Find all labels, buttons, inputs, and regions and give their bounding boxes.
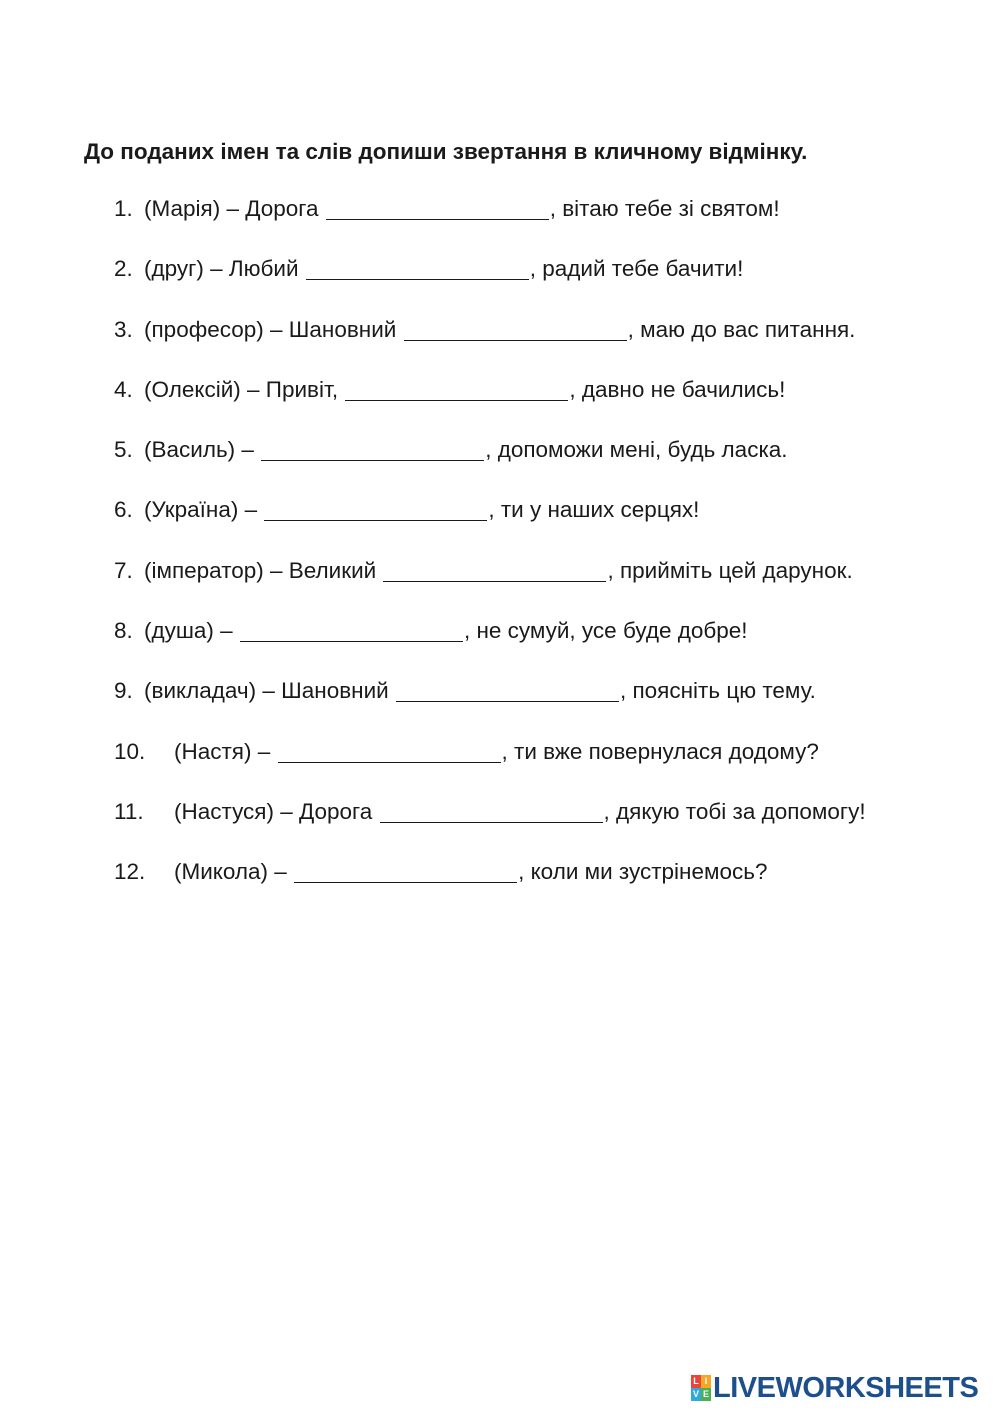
- item-continuation: , прийміть цей дарунок.: [607, 557, 853, 583]
- exercise-list: [114, 196, 974, 920]
- answer-input[interactable]: [326, 195, 549, 220]
- item-continuation: , не сумуй, усе буде добре!: [463, 618, 748, 644]
- item-number: 5.: [114, 437, 133, 463]
- item-prompt: (Україна) –: [144, 497, 264, 523]
- logo-mark-letter: L: [691, 1375, 701, 1388]
- list-item: [114, 678, 974, 738]
- list-item: [114, 256, 974, 316]
- item-number: 7.: [114, 557, 133, 583]
- item-continuation: , допоможи мені, будь ласка.: [485, 437, 788, 463]
- item-continuation: , вітаю тебе зі святом!: [549, 196, 780, 221]
- answer-input[interactable]: [383, 557, 606, 582]
- list-item: [114, 317, 974, 377]
- item-continuation: , ти у наших серцях!: [488, 497, 700, 523]
- item-number: 2.: [114, 256, 133, 282]
- logo-mark-letter: E: [702, 1389, 709, 1399]
- answer-input[interactable]: [396, 677, 619, 702]
- list-item: [114, 618, 974, 678]
- item-prompt: (Марія) – Дорога: [144, 196, 325, 221]
- list-item: [114, 799, 974, 859]
- answer-input[interactable]: [261, 436, 484, 461]
- list-item: [114, 859, 974, 919]
- item-prompt: (душа) –: [144, 618, 239, 644]
- item-prompt: (Василь) –: [144, 437, 261, 463]
- item-prompt: (Настя) –: [174, 738, 277, 764]
- answer-input[interactable]: [278, 738, 501, 763]
- item-number: 3.: [114, 316, 133, 342]
- item-continuation: , ти вже повернулася додому?: [501, 738, 819, 764]
- list-item: [114, 437, 974, 497]
- item-prompt: (Настуся) – Дорога: [174, 798, 379, 824]
- answer-input[interactable]: [404, 316, 627, 341]
- item-continuation: , радий тебе бачити!: [529, 256, 744, 282]
- item-prompt: (імператор) – Великий: [144, 557, 383, 583]
- item-number: 1.: [114, 196, 133, 221]
- answer-input[interactable]: [345, 376, 568, 401]
- item-prompt: (Олексій) – Привіт,: [144, 376, 345, 402]
- answer-input[interactable]: [240, 617, 463, 642]
- item-continuation: , дякую тобі за допомогу!: [603, 798, 866, 824]
- item-number: 12.: [114, 859, 146, 885]
- list-item: [114, 558, 974, 618]
- answer-input[interactable]: [294, 858, 517, 883]
- list-item: [114, 739, 974, 799]
- list-item: [114, 377, 974, 437]
- item-continuation: , поясніть цю тему.: [619, 678, 816, 704]
- liveworksheets-logo[interactable]: [691, 1373, 978, 1403]
- page-title: До поданих імен та слів допиши звертання в кличному відмінку.: [84, 139, 808, 164]
- item-number: 6.: [114, 497, 133, 523]
- logo-mark-icon: [691, 1375, 711, 1401]
- item-number: 11.: [114, 798, 144, 824]
- item-prompt: (викладач) – Шановний: [144, 678, 395, 704]
- logo-mark-letter: I: [701, 1375, 711, 1388]
- item-prompt: (Микола) –: [174, 859, 294, 885]
- list-item: [114, 497, 974, 557]
- item-number: 9.: [114, 678, 133, 704]
- item-continuation: , давно не бачились!: [569, 376, 786, 402]
- logo-mark-letter: V: [692, 1389, 699, 1399]
- answer-input[interactable]: [380, 798, 603, 823]
- answer-input[interactable]: [264, 496, 487, 521]
- item-number: 4.: [114, 376, 133, 402]
- logo-text: LIVEWORKSHEETS: [713, 1371, 979, 1404]
- item-number: 8.: [114, 618, 133, 644]
- item-prompt: (друг) – Любий: [144, 256, 305, 282]
- answer-input[interactable]: [306, 255, 529, 280]
- item-number: 10.: [114, 738, 146, 764]
- item-prompt: (професор) – Шановний: [144, 316, 403, 342]
- list-item: [114, 196, 974, 256]
- item-continuation: , маю до вас питання.: [627, 316, 856, 342]
- item-continuation: , коли ми зустрінемось?: [518, 859, 768, 885]
